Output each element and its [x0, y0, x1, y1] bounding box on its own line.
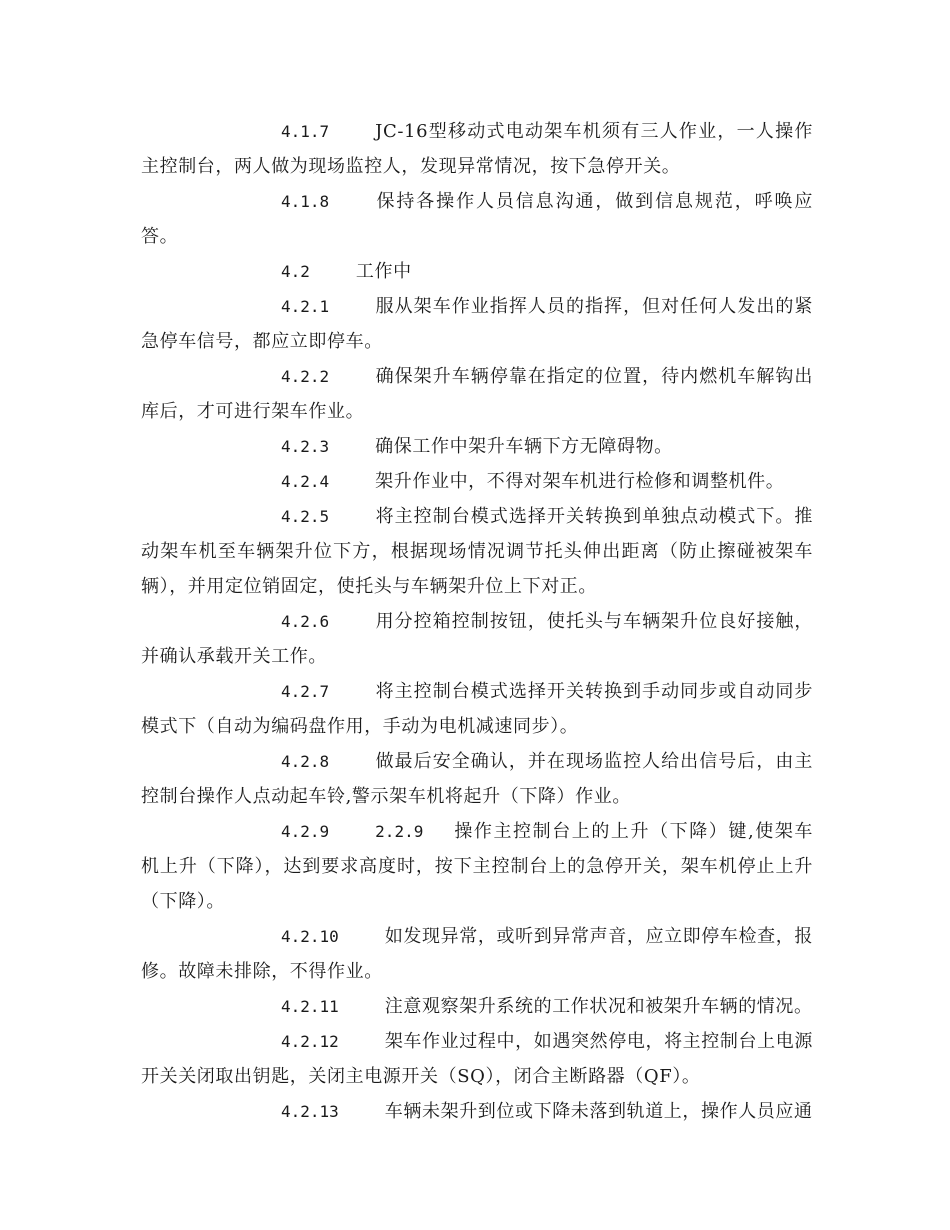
clause-4-2-3 [141, 429, 813, 464]
clause-text: 保持各操作人员信息沟通，做到信息规范，呼唤应答。 [141, 191, 813, 247]
clause-4-2-10 [141, 919, 813, 989]
clause-number: 4.2.6 [281, 612, 330, 631]
clause-text: 架升作业中，不得对架车机进行检修和调整机件。 [375, 471, 785, 492]
clause-4-2-6 [141, 604, 813, 674]
clause-4-2-13 [141, 1094, 813, 1129]
clause-text: 将主控制台模式选择开关转换到单独点动模式下。推动架车机至车辆架升位下方，根据现场情况调节托头伸出距离（防止擦碰被架车辆），并用定位销固定，使托头与车辆架升位上下对正。 [141, 506, 813, 597]
clause-text: 架车作业过程中，如遇突然停电，将主控制台上电源开关关闭取出钥匙，关闭主电源开关（SQ），闭合主断路器（QF）。 [141, 1031, 813, 1087]
clause-number: 4.2.8 [281, 752, 330, 771]
clause-number: 4.2.11 [281, 997, 339, 1016]
document-body [141, 114, 813, 1129]
section-4-2-heading [141, 254, 813, 289]
clause-4-2-9 [141, 814, 813, 919]
clause-4-2-7 [141, 674, 813, 744]
section-title: 工作中 [355, 261, 412, 282]
clause-text: 如发现异常，或听到异常声音，应立即停车检查，报修。故障未排除，不得作业。 [141, 926, 813, 982]
clause-number: 4.2.2 [281, 367, 330, 386]
clause-number: 4.2.7 [281, 682, 330, 701]
clause-text: 操作主控制台上的上升（下降）键,使架车机上升（下降），达到要求高度时，按下主控制台上的急停开关，架车机停止上升（下降）。 [141, 821, 813, 912]
clause-4-1-8 [141, 184, 813, 254]
clause-number: 4.2.13 [281, 1102, 339, 1121]
clause-number: 4.2.4 [281, 472, 330, 491]
clause-number: 4.2.1 [281, 297, 330, 316]
clause-number: 4.2.10 [281, 927, 339, 946]
clause-number: 4.1.8 [281, 192, 330, 211]
clause-number: 4.2.9 [281, 822, 330, 841]
clause-number: 4.2.3 [281, 437, 330, 456]
clause-text: 将主控制台模式选择开关转换到手动同步或自动同步模式下（自动为编码盘作用，手动为电机减速同步）。 [141, 681, 813, 737]
clause-4-2-8 [141, 744, 813, 814]
clause-subnumber: 2.2.9 [375, 822, 424, 841]
clause-4-2-5 [141, 499, 813, 604]
clause-text: 车辆未架升到位或下降未落到轨道上，操作人员应通 [384, 1101, 813, 1122]
clause-text: 用分控箱控制按钮，使托头与车辆架升位良好接触，并确认承载开关工作。 [141, 611, 813, 667]
clause-4-2-1 [141, 289, 813, 359]
clause-text: 注意观察架升系统的工作状况和被架升车辆的情况。 [384, 996, 813, 1017]
clause-number: 4.1.7 [281, 122, 330, 141]
clause-text: JC-16型移动式电动架车机须有三人作业，一人操作主控制台，两人做为现场监控人，发现异常情况，按下急停开关。 [141, 121, 813, 177]
clause-4-2-11 [141, 989, 813, 1024]
clause-text: 做最后安全确认，并在现场监控人给出信号后，由主控制台操作人点动起车铃,警示架车机将起升（下降）作业。 [141, 751, 813, 807]
clause-number: 4.2 [281, 262, 310, 281]
clause-number: 4.2.12 [281, 1032, 339, 1051]
clause-4-1-7 [141, 114, 813, 184]
clause-text: 确保工作中架升车辆下方无障碍物。 [375, 436, 673, 457]
clause-text: 服从架车作业指挥人员的指挥，但对任何人发出的紧急停车信号，都应立即停车。 [141, 296, 813, 352]
clause-number: 4.2.5 [281, 507, 330, 526]
clause-4-2-12 [141, 1024, 813, 1094]
clause-4-2-2 [141, 359, 813, 429]
clause-4-2-4 [141, 464, 813, 499]
clause-text: 确保架升车辆停靠在指定的位置，待内燃机车解钩出库后，才可进行架车作业。 [141, 366, 813, 422]
